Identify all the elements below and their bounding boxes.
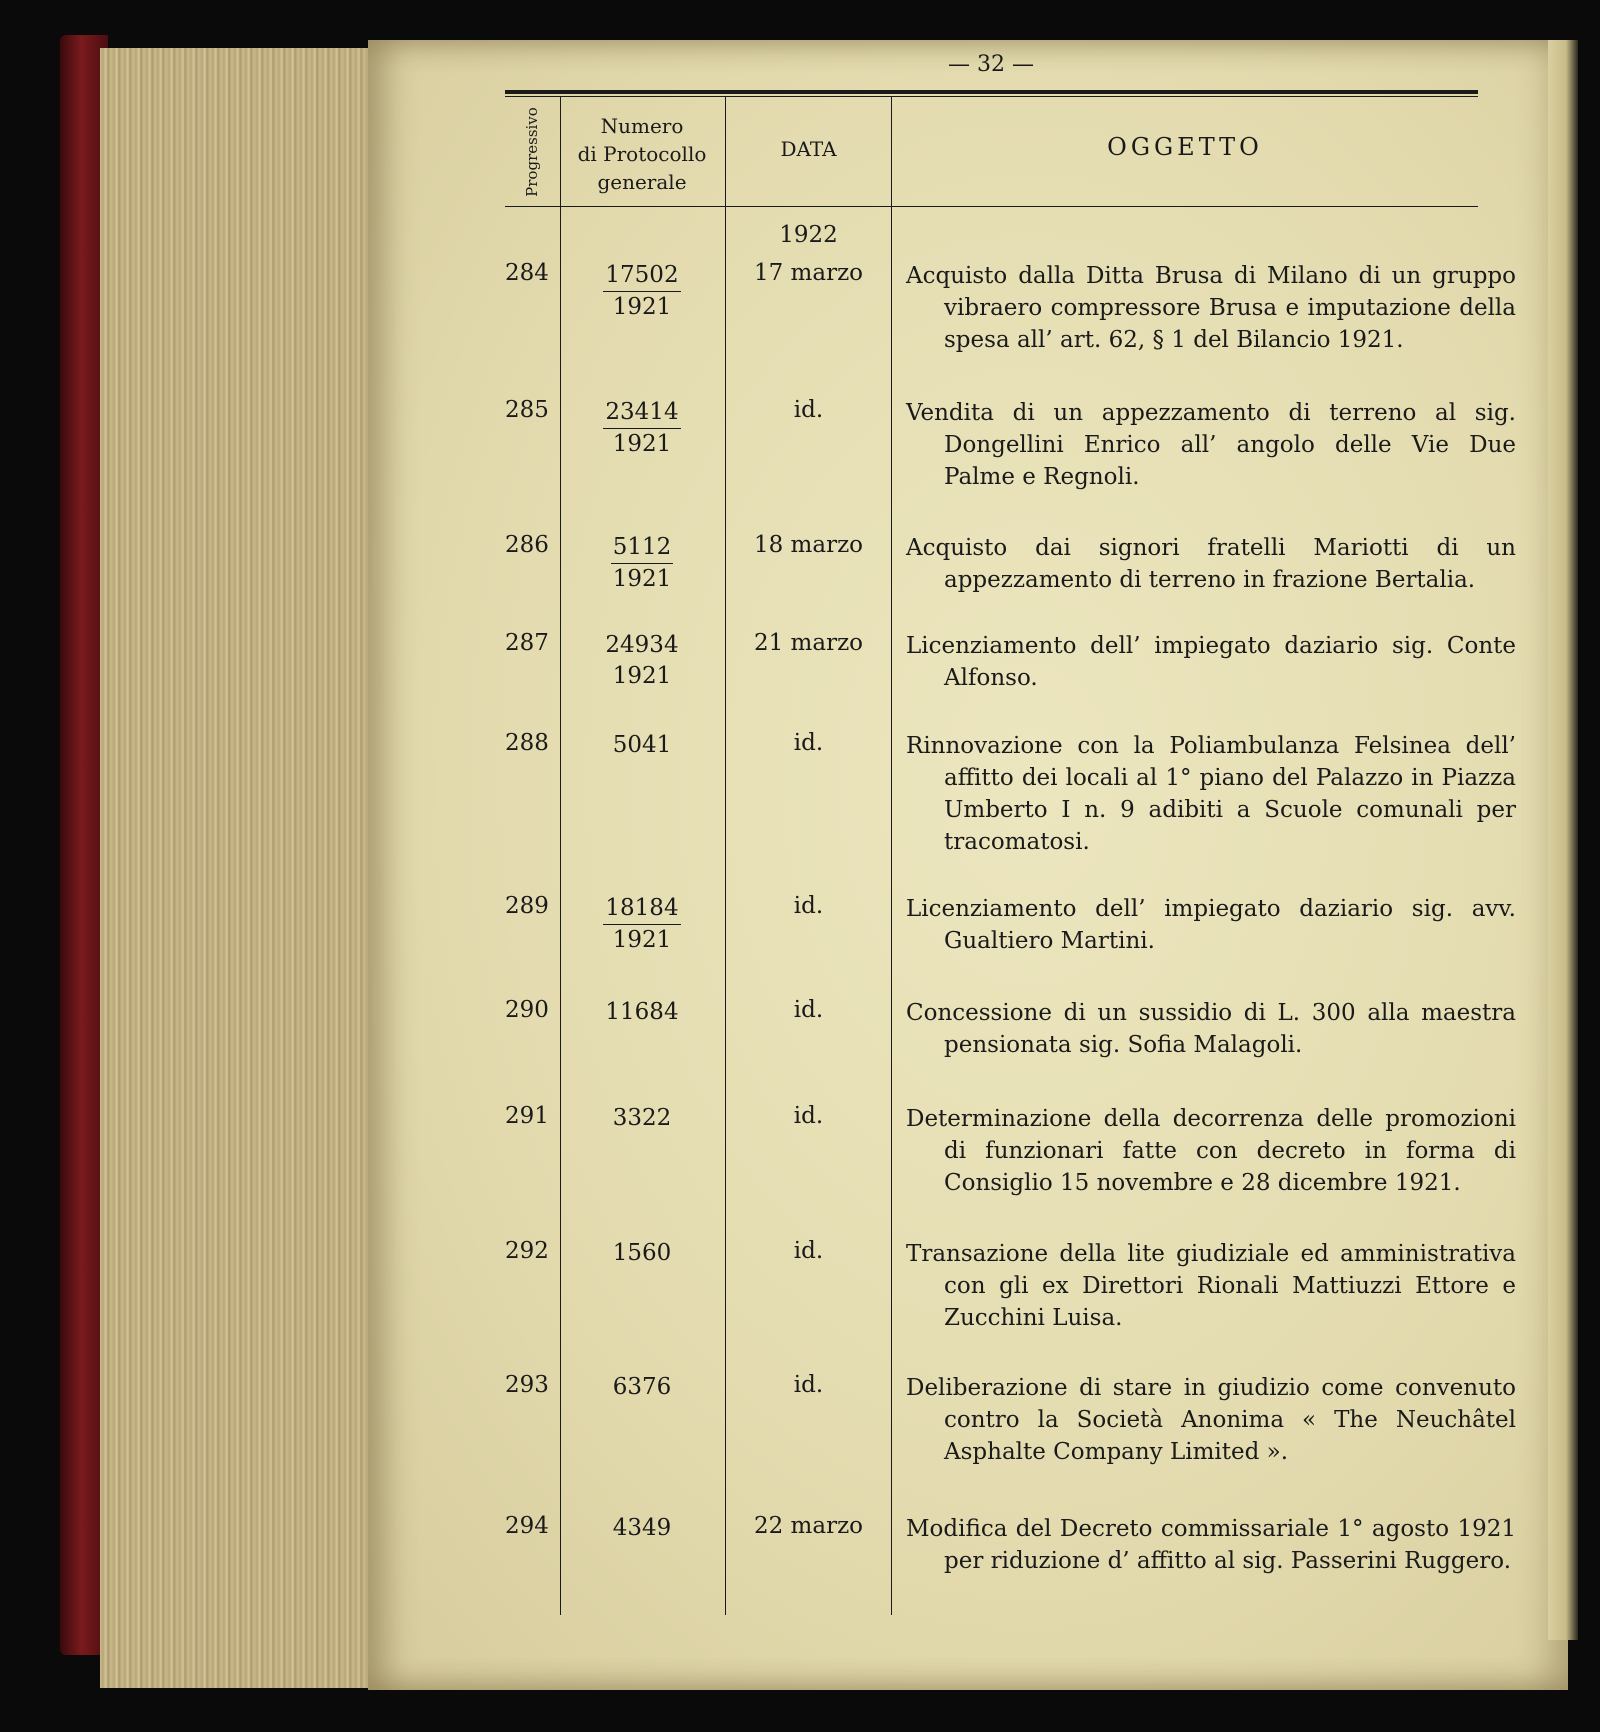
row-progressivo: 288 — [505, 730, 549, 756]
row-progressivo: 291 — [505, 1103, 549, 1129]
row-protocollo — [562, 1103, 722, 1134]
row-protocollo — [562, 532, 722, 595]
row-oggetto: Determinazione della decorrenza delle promozioni di funzionari fatte con decreto in forma di Consiglio 15 novembre e 28 dicembre 1921. — [906, 1106, 1516, 1196]
header-oggetto: OGGETTO — [1107, 133, 1263, 161]
column-divider-1 — [560, 97, 561, 1615]
row-protocollo — [562, 893, 722, 956]
row-oggetto: Modifica del Decreto commissariale 1° agosto 1921 per riduzione d’ affitto al sig. Passerini Ruggero. — [906, 1516, 1516, 1574]
protocollo-number: 5112 — [611, 532, 674, 564]
protocollo-number: 4349 — [612, 1515, 672, 1541]
page-number: — 32 — — [948, 52, 1034, 77]
row-data: id. — [793, 1372, 824, 1398]
header-rule-thin — [505, 96, 1478, 97]
row-data: id. — [793, 1238, 824, 1264]
year-label: 1922 — [779, 222, 838, 248]
row-progressivo: 292 — [505, 1238, 549, 1264]
row-progressivo: 290 — [505, 997, 549, 1023]
protocollo-year: 1921 — [612, 663, 672, 689]
row-progressivo: 289 — [505, 893, 549, 919]
row-oggetto: Acquisto dalla Ditta Brusa di Milano di un gruppo vibraero compressore Brusa e imputazione della spesa all’ art. 62, § 1 del Bilancio 1921. — [906, 263, 1516, 353]
protocollo-number: 18184 — [603, 893, 680, 925]
row-oggetto: Concessione di un sussidio di L. 300 alla maestra pensionata sig. Sofia Malagoli. — [906, 1000, 1516, 1058]
row-progressivo: 293 — [505, 1372, 549, 1398]
header-numero-protocollo — [562, 112, 722, 196]
row-progressivo: 284 — [505, 260, 549, 286]
row-data: id. — [793, 997, 824, 1023]
header-rule-thick — [505, 90, 1478, 94]
row-data: 22 marzo — [753, 1513, 864, 1539]
protocollo-number: 5041 — [612, 732, 672, 758]
row-oggetto: Deliberazione di stare in giudizio come convenuto contro la Società Anonima « The Neuchâtel Asphalte Company Limited ». — [906, 1375, 1516, 1465]
protocollo-year: 1921 — [612, 927, 672, 953]
row-protocollo — [562, 997, 722, 1028]
protocollo-number: 11684 — [605, 999, 679, 1025]
row-oggetto: Rinnovazione con la Poliambulanza Felsinea dell’ affitto dei locali al 1° piano del Palazzo in Piazza Umberto I n. 9 adibiti a Scuole comunali per tracomatosi. — [906, 733, 1516, 855]
protocollo-number: 17502 — [603, 260, 680, 292]
page-stack — [100, 48, 377, 1688]
row-oggetto: Transazione della lite giudiziale ed amministrativa con gli ex Direttori Rionali Mattiuzzi Ettore e Zucchini Luisa. — [906, 1241, 1516, 1331]
row-oggetto: Licenziamento dell’ impiegato daziario sig. avv. Gualtiero Martini. — [906, 896, 1516, 954]
row-oggetto: Licenziamento dell’ impiegato daziario sig. Conte Alfonso. — [906, 633, 1516, 691]
protocollo-year: 1921 — [612, 431, 672, 457]
protocollo-number: 6376 — [612, 1374, 672, 1400]
row-data: id. — [793, 893, 824, 919]
header-data: DATA — [780, 137, 837, 161]
row-protocollo — [562, 730, 722, 761]
row-progressivo: 294 — [505, 1513, 549, 1539]
row-oggetto: Vendita di un appezzamento di terreno al sig. Dongellini Enrico all’ angolo delle Vie Due Palme e Regnoli. — [906, 400, 1516, 490]
protocollo-year: 1921 — [612, 566, 672, 592]
row-progressivo: 287 — [505, 630, 549, 656]
header-numero-line3: generale — [597, 170, 687, 194]
row-progressivo: 286 — [505, 532, 549, 558]
row-data: id. — [793, 397, 824, 423]
row-protocollo — [562, 1372, 722, 1403]
row-data: id. — [793, 730, 824, 756]
row-oggetto: Acquisto dai signori fratelli Mariotti di un appezzamento di terreno in frazione Bertalia. — [906, 535, 1516, 593]
header-bottom-rule — [505, 206, 1478, 207]
protocollo-year: 1921 — [612, 294, 672, 320]
row-protocollo — [562, 260, 722, 323]
row-progressivo: 285 — [505, 397, 549, 423]
header-numero-line1: Numero — [600, 114, 684, 138]
protocollo-number: 1560 — [612, 1240, 672, 1266]
header-progressivo — [512, 100, 552, 204]
row-data: 17 marzo — [753, 260, 864, 286]
header-numero-line2: di Protocollo — [577, 142, 707, 166]
row-protocollo — [562, 397, 722, 460]
row-data: id. — [793, 1103, 824, 1129]
row-data: 18 marzo — [753, 532, 864, 558]
protocollo-number: 23414 — [603, 397, 680, 429]
protocollo-number: 3322 — [612, 1105, 672, 1131]
row-protocollo — [562, 630, 722, 692]
row-data: 21 marzo — [753, 630, 864, 656]
row-protocollo — [562, 1513, 722, 1544]
row-protocollo — [562, 1238, 722, 1269]
column-divider-3 — [891, 97, 892, 1615]
protocollo-number: 24934 — [605, 632, 679, 658]
page-curl — [1548, 40, 1578, 1640]
header-progressivo-label: Progressivo — [523, 107, 541, 197]
